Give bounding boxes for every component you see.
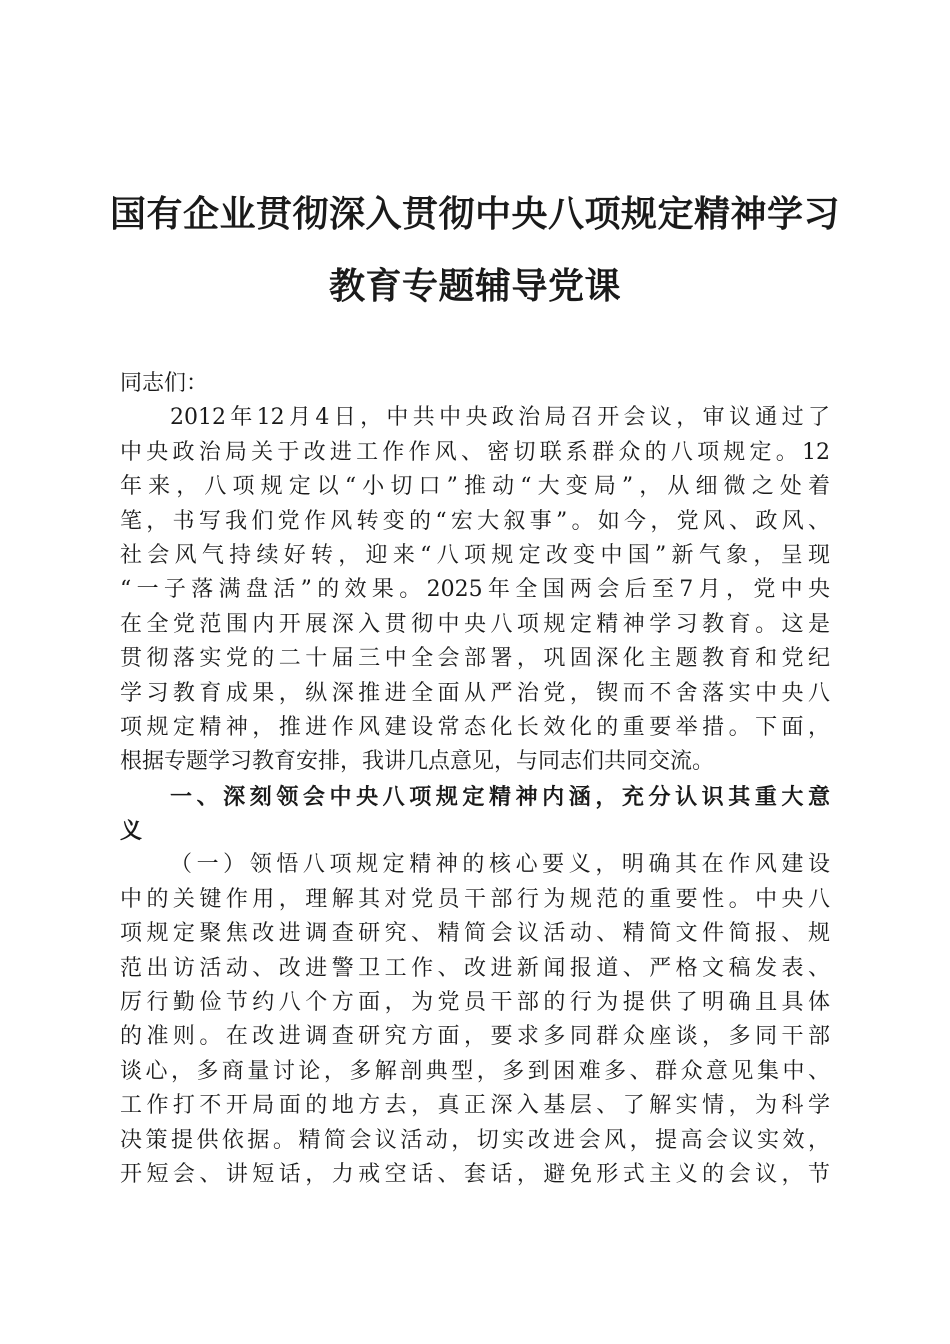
paragraph-1-line: “一子落满盘活”的效果。2025年全国两会后至7月，党中央 bbox=[120, 577, 830, 603]
paragraph-1-line: 学习教育成果，纵深推进全面从严治党，锲而不舍落实中央八 bbox=[120, 680, 830, 706]
document-body bbox=[120, 367, 830, 1192]
paragraph-2-line: 范出访活动、改进警卫工作、改进新闻报道、严格文稿发表、 bbox=[120, 955, 830, 981]
paragraph-2-line: 的准则。在改进调查研究方面，要求多同群众座谈，多同干部 bbox=[120, 1024, 830, 1050]
paragraph-1-line: 在全党范围内开展深入贯彻中央八项规定精神学习教育。这是 bbox=[120, 611, 830, 637]
document-title-line-2: 教育专题辅导党课 bbox=[328, 265, 621, 307]
document-title-line-1: 国有企业贯彻深入贯彻中央八项规定精神学习 bbox=[109, 193, 840, 235]
paragraph-1-line: 项规定精神，推进作风建设常态化长效化的重要举措。下面， bbox=[120, 714, 830, 740]
paragraph-1-line: 根据专题学习教育安排，我讲几点意见，与同志们共同交流。 bbox=[120, 749, 715, 775]
paragraph-2-line: 谈心，多商量讨论，多解剖典型，多到困难多、群众意见集中、 bbox=[120, 1058, 830, 1084]
paragraph-1-line: 贯彻落实党的二十届三中全会部署，巩固深化主题教育和党纪 bbox=[120, 646, 830, 672]
paragraph-2-line: 厉行勤俭节约八个方面，为党员干部的行为提供了明确且具体 bbox=[120, 990, 830, 1016]
paragraph-2-line: 开短会、讲短话，力戒空话、套话，避免形式主义的会议，节 bbox=[120, 1161, 830, 1187]
section-heading-line: 一、深刻领会中央八项规定精神内涵，充分认识其重大意 bbox=[170, 783, 830, 810]
paragraph-1-line: 中央政治局关于改进工作作风、密切联系群众的八项规定。12 bbox=[120, 439, 830, 465]
section-heading-line: 义 bbox=[120, 818, 143, 845]
paragraph-2-line: 项规定聚焦改进调查研究、精简会议活动、精简文件简报、规 bbox=[120, 921, 830, 947]
paragraph-1-line: 年来，八项规定以“小切口”推动“大变局”，从细微之处着 bbox=[120, 474, 830, 500]
paragraph-1-line: 社会风气持续好转，迎来“八项规定改变中国”新气象，呈现 bbox=[120, 542, 830, 568]
paragraph-2-line: 中的关键作用，理解其对党员干部行为规范的重要性。中央八 bbox=[120, 886, 830, 912]
paragraph-1-line: 2012年12月4日，中共中央政治局召开会议，审议通过了 bbox=[170, 405, 830, 431]
salutation: 同志们： bbox=[120, 371, 209, 396]
paragraph-1-line: 笔，书写我们党作风转变的“宏大叙事”。如今，党风、政风、 bbox=[120, 508, 830, 534]
paragraph-2-line: 决策提供依据。精简会议活动，切实改进会风，提高会议实效， bbox=[120, 1127, 830, 1153]
paragraph-2-line: （一）领悟八项规定精神的核心要义，明确其在作风建设 bbox=[170, 852, 830, 878]
paragraph-2-line: 工作打不开局面的地方去，真正深入基层、了解实情，为科学 bbox=[120, 1093, 830, 1119]
